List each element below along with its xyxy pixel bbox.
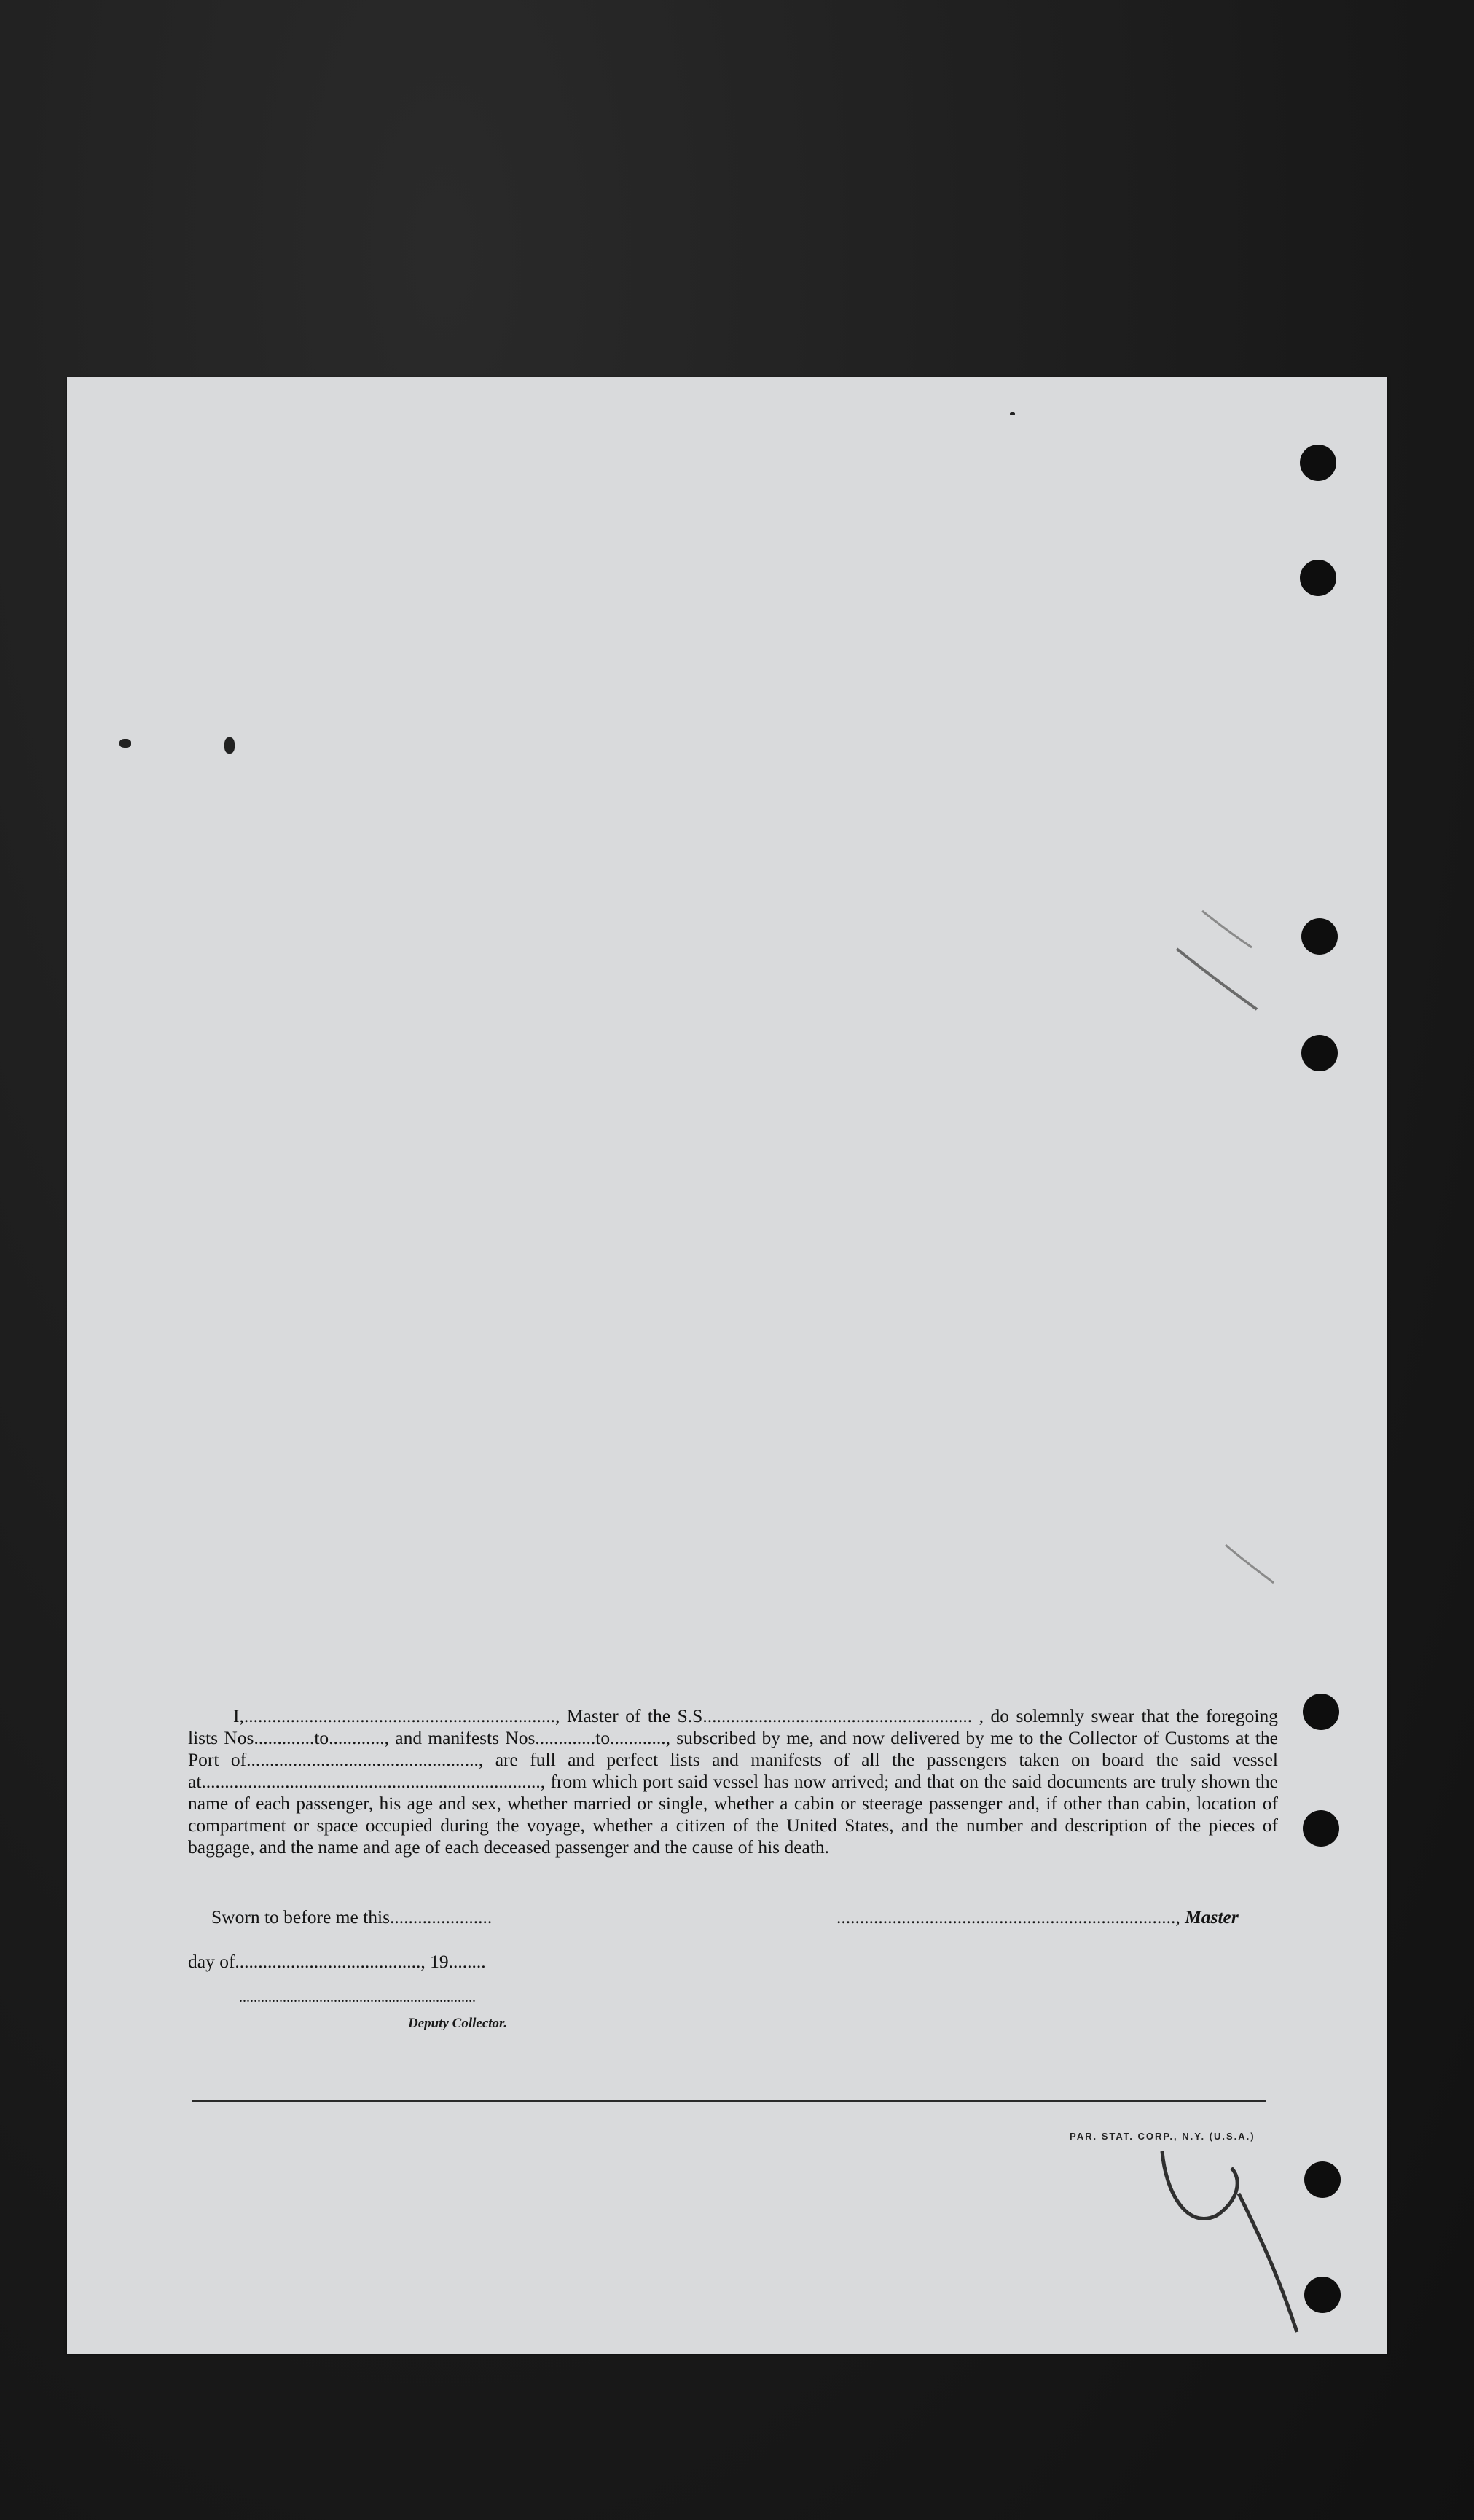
sworn-label: Sworn to before me this......................: [211, 1906, 493, 1928]
day-line: [188, 1951, 486, 1973]
master-signature-line: [836, 1906, 1239, 1928]
printer-imprint: PAR. STAT. CORP., N.Y. (U.S.A.): [1070, 2131, 1255, 2142]
deputy-collector-label: Deputy Collector.: [408, 2016, 508, 2031]
sworn-line: [211, 1906, 492, 1928]
oath-paragraph: I,..................................................................., Master of the S.S.......................................................... , do solemnly swear that the foregoing lists Nos.............to............, and manifests Nos.............to............, subscribed by me, and now delivered by me to the Collector of Customs at the Port of.................................................., are full and perfect lists and manifests of all the passengers taken on board the said vessel at........................................................................., from which port said vessel has now arrived; and that on the said documents are truly shown the name of each passenger, his age and sex, whether married or single, whether a cabin or steerage passenger and, if other than cabin, location of compartment or space occupied during the voyage, whether a citizen of the United States, and the number and description of the pieces of baggage, and the name and age of each deceased passenger and the cause of his death.: [188, 1705, 1278, 1858]
master-signature-dots: .........................................................................,: [836, 1906, 1180, 1928]
day-label: day of........................................, 19........: [188, 1951, 486, 1972]
deputy-signature-dots: .................................................................: [239, 1989, 476, 2006]
master-label: Master: [1185, 1906, 1239, 1928]
master-oath-text: [188, 1705, 1278, 1858]
horizontal-rule: [192, 2100, 1266, 2102]
